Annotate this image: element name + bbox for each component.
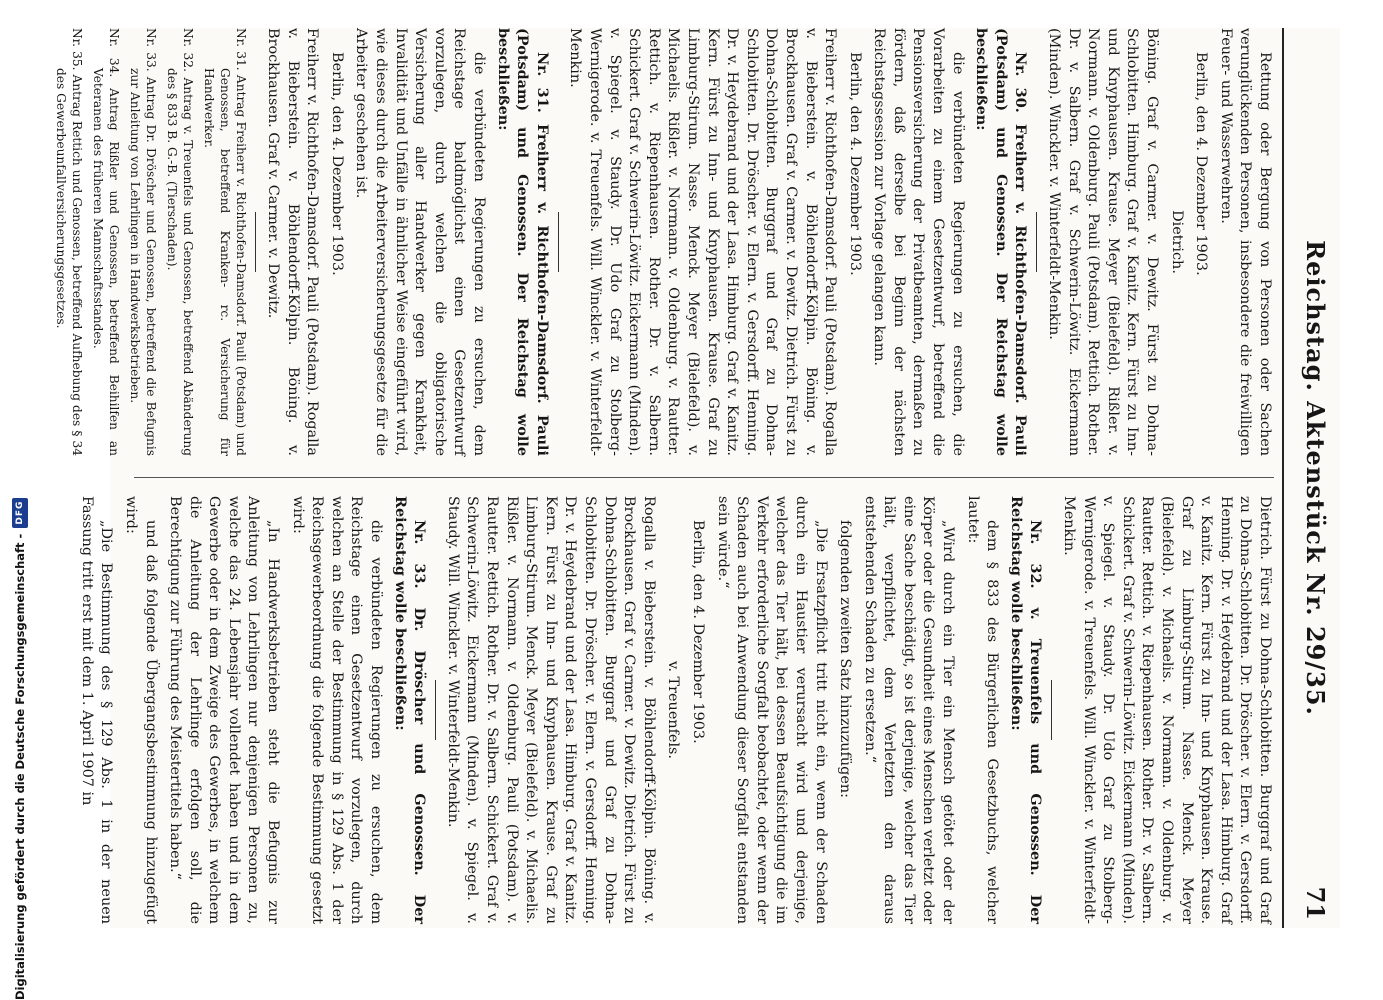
text-paragraph: „In Handwerksbetrieben steht die Befugnis zur Anleitung von Lehrlingen nur denjenigen Personen zu, welche das 24. Lebensjahr vollendet haben und in dem Gewerbe oder in dem Zweige des Gewerbes, in welchem die Anleitung der Lehrlinge erfolgen soll, die Berechtigung zur Führung des Meistertitels haben.“ xyxy=(167,496,282,924)
text-paragraph: Rogalla v. Bieberstein. v. Böhlendorff-Kölpin. Böning. v. Brockhausen. Graf v. Carmer. v. Dewitz. Dietrich. Fürst zu Dohna-Schlobitten. Burggraf und Graf zu Dohna-Schlobitten. Dr. Dröscher. v. Elern. v. Gersdorff. Henning. Dr. v. Heydebrand und der Lasa. Himburg. Graf v. Kanitz. Kern. Fürst zu Inn- und Knyphausen. Krause. Graf zu Limburg-Stirum. Menck. Meyer (Bielefeld). v. Michaelis. Rißler. v. Normann. v. Oldenburg. Pauli (Potsdam). v. Rautter. Rettich. Rother. Dr. v. Salbern. Schickert. Graf v. Schwerin-Löwitz. Eickermann (Minden). v. Spiegel. v. Staudy. Will. Winckler. v. Winterfeldt-Menkin. xyxy=(444,496,657,924)
page-title: Reichstag. Aktenstück Nr. 29/35. xyxy=(1301,240,1330,716)
text-paragraph: dem § 833 des Bürgerlichen Gesetzbuchs, welcher lautet: xyxy=(964,496,1001,924)
text-paragraph: Nr. 32. Antrag v. Treuenfels und Genossen, betreffend Abänderung des § 833 B. G.-B. (Tierschaden). xyxy=(165,28,196,456)
text-paragraph: Freiherr v. Richthofen-Damsdorf. Pauli (Potsdam). Rogalla v. Bieberstein. v. Böhlendorff-Kölpin. Böning. v. Brockhausen. Graf v. Carmer. v. Dewitz. xyxy=(265,28,321,456)
dfg-logo: DFG xyxy=(12,498,28,528)
text-paragraph: Nr. 34. Antrag Rißler und Genossen, betreffend Beihilfen an Veteranen des früheren Mannschaftsstandes. xyxy=(91,28,122,456)
text-paragraph: Dietrich. Fürst zu Dohna-Schlobitten. Burggraf und Graf zu Dohna-Schlobitten. Dr. Dröscher. v. Elern. v. Gersdorff. Henning. Dr. v. Heydebrand und der Lasa. Himburg. Graf v. Kanitz. Kern. Fürst zu Inn- und Knyphausen. Krause. Graf zu Limburg-Stirum. Nasse. Menck. Meyer (Bielefeld). v. Michaelis. v. Normann. v. Oldenburg. v. Rautter. Rettich. v. Riepenhausen. Rother. Dr. v. Salbern. Schickert. Graf v. Schwerin-Löwitz. Eickermann (Minden). v. Spiegel. v. Staudy. Dr. Udo Graf zu Stolberg-Wernigerode. v. Treuenfels. Will. Winckler. v. Winterfeldt-Menkin. xyxy=(1061,496,1273,924)
digitization-credit xyxy=(6,0,34,1000)
text-column-first xyxy=(54,28,1274,456)
section-separator xyxy=(256,212,257,272)
scanned-page xyxy=(54,28,1340,928)
text-paragraph: „Die Ersatzpflicht tritt nicht ein, wenn der Schaden durch ein Haustier verursacht wird und derjenige, welcher das Tier hält, bei dessen Beaufsichtigung die im Verkehr erforderliche Sorgfalt beobachtet, oder wenn der Schaden auch bei Anwendung dieser Sorgfalt entstanden sein würde.“ xyxy=(714,496,829,924)
text-paragraph: die verbündeten Regierungen zu ersuchen, dem Reichstage baldmöglichst einen Gesetzentwurf vorzulegen, durch welchen die obligatorische Versicherung aller Handwerker gegen Krankheit, Invalidität und Unfälle in ähnlicher Weise eingeführt wird, wie dieses durch die Arbeiterversicherungsgesetze für die Arbeiter geschehen ist. xyxy=(353,28,488,456)
credit-text: Digitalisierung gefördert durch die Deutsche Forschungsgemeinschaft - xyxy=(13,533,27,1000)
text-paragraph: Nr. 30. Freiherr v. Richthofen-Damsdorf. Pauli (Potsdam) und Genossen. Der Reichstag wolle beschließen: xyxy=(973,28,1030,456)
page-number: 71 xyxy=(1301,886,1330,920)
text-paragraph: folgenden zweiten Satz hinzuzufügen: xyxy=(837,520,854,798)
text-paragraph: die verbündeten Regierungen zu ersuchen, die Vorarbeiten zu einem Gesetzentwurf, betreffend die Pensionsversicherung der Privatbeamten, dermaßen zu fördern, daß derselbe bei Beginn der nächsten Reichstagssession zur Vorlage gelangen kann. xyxy=(871,28,966,456)
column-divider xyxy=(134,477,1274,478)
section-separator xyxy=(1036,212,1037,272)
page-header xyxy=(1282,28,1340,928)
text-paragraph: v. Treuenfels. xyxy=(665,660,682,760)
section-separator xyxy=(1051,680,1052,740)
section-separator xyxy=(435,680,436,740)
text-paragraph: und daß folgende Übergangsbestimmung hinzugefügt wird: xyxy=(122,496,159,924)
text-paragraph: Nr. 35. Antrag Rettich und Genossen, betreffend Aufhebung des § 34 des Gewerbeunfallversicherungsgesetzes. xyxy=(54,28,85,456)
text-paragraph: Nr. 31. Freiherr v. Richthofen-Damsdorf. Pauli (Potsdam) und Genossen. Der Reichstag wolle beschließen: xyxy=(494,28,551,456)
text-paragraph: Nr. 31. Antrag Freiherr v. Richthofen-Damsdorf. Pauli (Potsdam) und Genossen, betreffend Kranken- rc. Versicherung für Handwerker. xyxy=(202,28,249,456)
text-paragraph: Berlin, den 4. Dezember 1903. xyxy=(689,520,706,744)
text-column-second xyxy=(78,496,1274,924)
text-paragraph: „Die Bestimmung des § 129 Abs. 1 in der neuen Fassung tritt erst mit dem 1. April 1907 in xyxy=(78,496,115,924)
rotated-page-content xyxy=(54,28,1340,928)
text-paragraph: Nr. 33. Dr. Dröscher und Genossen. Der Reichstag wolle beschließen: xyxy=(391,496,429,924)
text-paragraph: Rettung oder Bergung von Personen oder Sachen verunglückenden Personen, insbesondere die freiwilligen Feuer- und Wasserwehren. xyxy=(1217,28,1273,456)
text-paragraph: Nr. 32. v. Treuenfels und Genossen. Der Reichstag wolle beschließen: xyxy=(1007,496,1045,924)
text-paragraph: die verbündeten Regierungen zu ersuchen, dem Reichstage einen Gesetzentwurf vorzulegen, durch welchen an Stelle der Bestimmung in § 129 Abs. 1 der Reichsgewerbeordnung die folgende Bestimmung gesetzt wird: xyxy=(289,496,385,924)
text-paragraph: Berlin, den 4. Dezember 1903. xyxy=(328,52,345,276)
text-paragraph: „Wird durch ein Tier ein Mensch getötet oder der Körper oder die Gesundheit eines Menschen verletzt oder eine Sache beschädigt, so ist derjenige, welcher das Tier hält, verpflichtet, dem Verletzten den daraus entstehenden Schaden zu ersetzen.“ xyxy=(861,496,957,924)
text-paragraph: Dietrich. xyxy=(1168,210,1185,274)
section-separator xyxy=(558,212,559,272)
text-paragraph: Freiherr v. Richthofen-Damsdorf. Pauli (Potsdam). Rogalla v. Bieberstein. v. Böhlendorff-Kölpin. Böning. v. Brockhausen. Graf v. Carmer. v. Dewitz. Dietrich. Fürst zu Dohna-Schlobitten. Burggraf und Graf zu Dohna-Schlobitten. Dr. Dröscher. v. Elern. v. Gersdorff. Henning. Dr. v. Heydebrand und der Lasa. Himburg. Graf v. Kanitz. Kern. Fürst zu Inn- und Knyphausen. Krause. Graf zu Limburg-Stirum. Nasse. Menck. Meyer (Bielefeld). v. Michaelis. Rißler. v. Normann. v. Oldenburg. v. Rautter. Rettich. v. Riepenhausen. Rother. Dr. v. Salbern. Schickert. Graf v. Schwerin-Löwitz. Eickermann (Minden). v. Spiegel. v. Staudy. Dr. Udo Graf zu Stolberg-Wernigerode. v. Treuenfels. Will. Winckler. v. Winterfeldt-Menkin. xyxy=(567,28,839,456)
text-paragraph: Berlin, den 4. Dezember 1903. xyxy=(846,52,863,276)
text-paragraph: Berlin, den 4. Dezember 1903. xyxy=(1193,52,1210,276)
text-paragraph: Böning. Graf v. Carmer. v. Dewitz. Fürst zu Dohna-Schlobitten. Himburg. Graf v. Kanitz. Kern. Fürst zu Inn- und Knyphausen. Krause. Meyer (Bielefeld). Rißler. v. Normann. v. Oldenburg. Pauli (Potsdam). Rettich. Rother. Dr. v. Salbern. Graf v. Schwerin-Löwitz. Eickermann (Minden). Winckler. v. Winterfeldt-Menkin. xyxy=(1046,28,1161,456)
text-paragraph: Nr. 33. Antrag Dr. Dröscher und Genossen, betreffend die Befugnis zur Anleitung von Lehrlingen in Handwerksbetrieben. xyxy=(128,28,159,456)
